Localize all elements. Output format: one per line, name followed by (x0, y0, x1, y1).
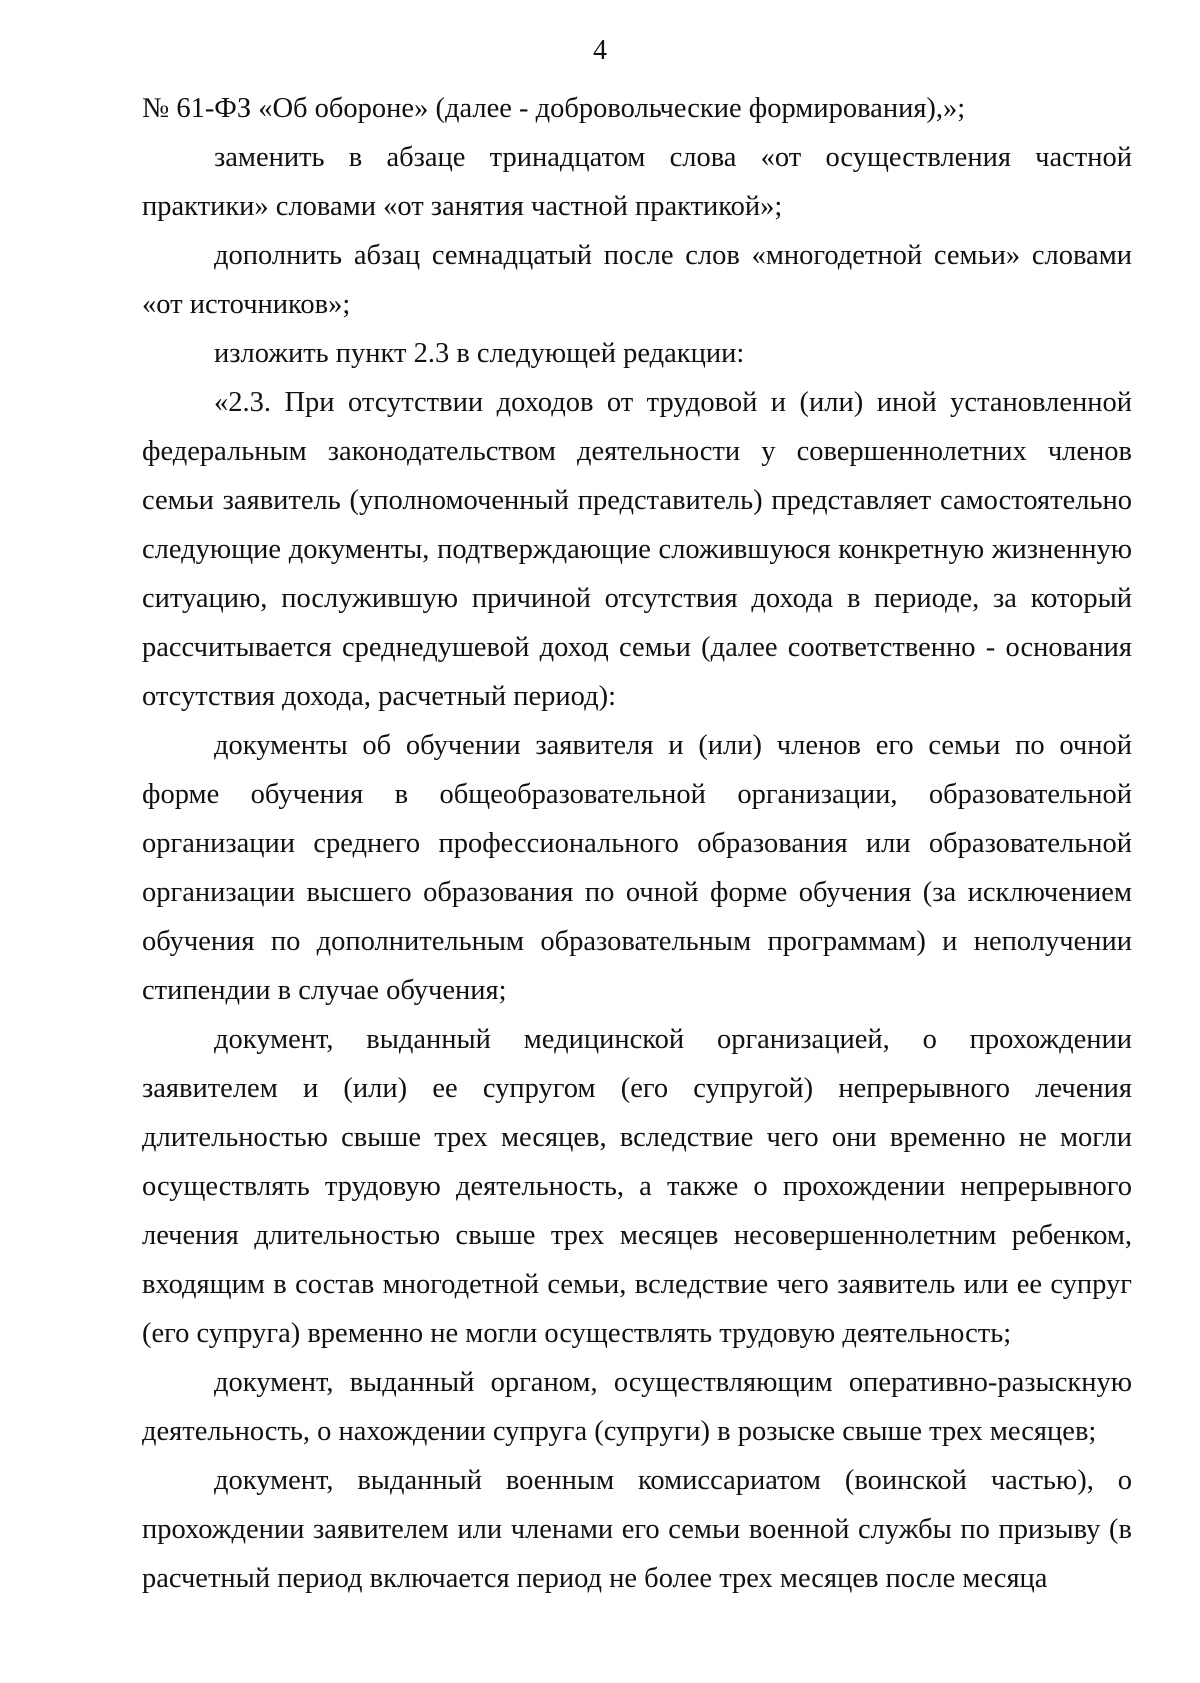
paragraph-amendment-17: дополнить абзац семнадцатый после слов «многодетной семьи» словами «от источников»; (142, 240, 1132, 320)
paragraph-amendment-2-3: изложить пункт 2.3 в следующей редакции: (214, 338, 745, 369)
paragraph-search-document: документ, выданный органом, осуществляющим оперативно-разыскную деятельность, о нахождении супруга (супруги) в розыске свыше трех месяцев; (142, 1367, 1132, 1447)
paragraph-military-document: документ, выданный военным комиссариатом (воинской частью), о прохождении заявителем или членами его семьи военной службы по призыву (в расчетный период включается период не более трех месяцев после месяца (142, 1465, 1132, 1594)
paragraph-amendment-13: заменить в абзаце тринадцатом слова «от осуществления частной практики» словами «от занятия частной практикой»; (142, 142, 1132, 222)
paragraph-medical-document: документ, выданный медицинской организацией, о прохождении заявителем и (или) ее супругом (его супругой) непрерывного лечения длительностью свыше трех месяцев, вследствие чего они временно не могли осуществлять трудовую деятельность, а также о прохождении непрерывного лечения длительностью свыше трех месяцев несовершеннолетним ребенком, входящим в состав многодетной семьи, вследствие чего заявитель или ее супруг (его супруга) временно не могли осуществлять трудовую деятельность; (142, 1024, 1132, 1349)
paragraph-continuation: № 61-ФЗ «Об обороне» (далее - добровольческие формирования),»; (142, 93, 966, 124)
paragraph-clause-2-3: «2.3. При отсутствии доходов от трудовой и (или) иной установленной федеральным законодательством деятельности у совершеннолетних членов семьи заявитель (уполномоченный представитель) представляет самостоятельно следующие документы, подтверждающие сложившуюся конкретную жизненную ситуацию, послужившую причиной отсутствия дохода в периоде, за который рассчитывается среднедушевой доход семьи (далее соответственно - основания отсутствия дохода, расчетный период): (142, 387, 1132, 712)
page-number: 4 (593, 35, 607, 66)
document-body (142, 84, 1132, 1603)
paragraph-education-documents: документы об обучении заявителя и (или) членов его семьи по очной форме обучения в общеобразовательной организации, образовательной организации среднего профессионального образования или образовательной организации высшего образования по очной форме обучения (за исключением обучения по дополнительным образовательным программам) и неполучении стипендии в случае обучения; (142, 730, 1132, 1006)
